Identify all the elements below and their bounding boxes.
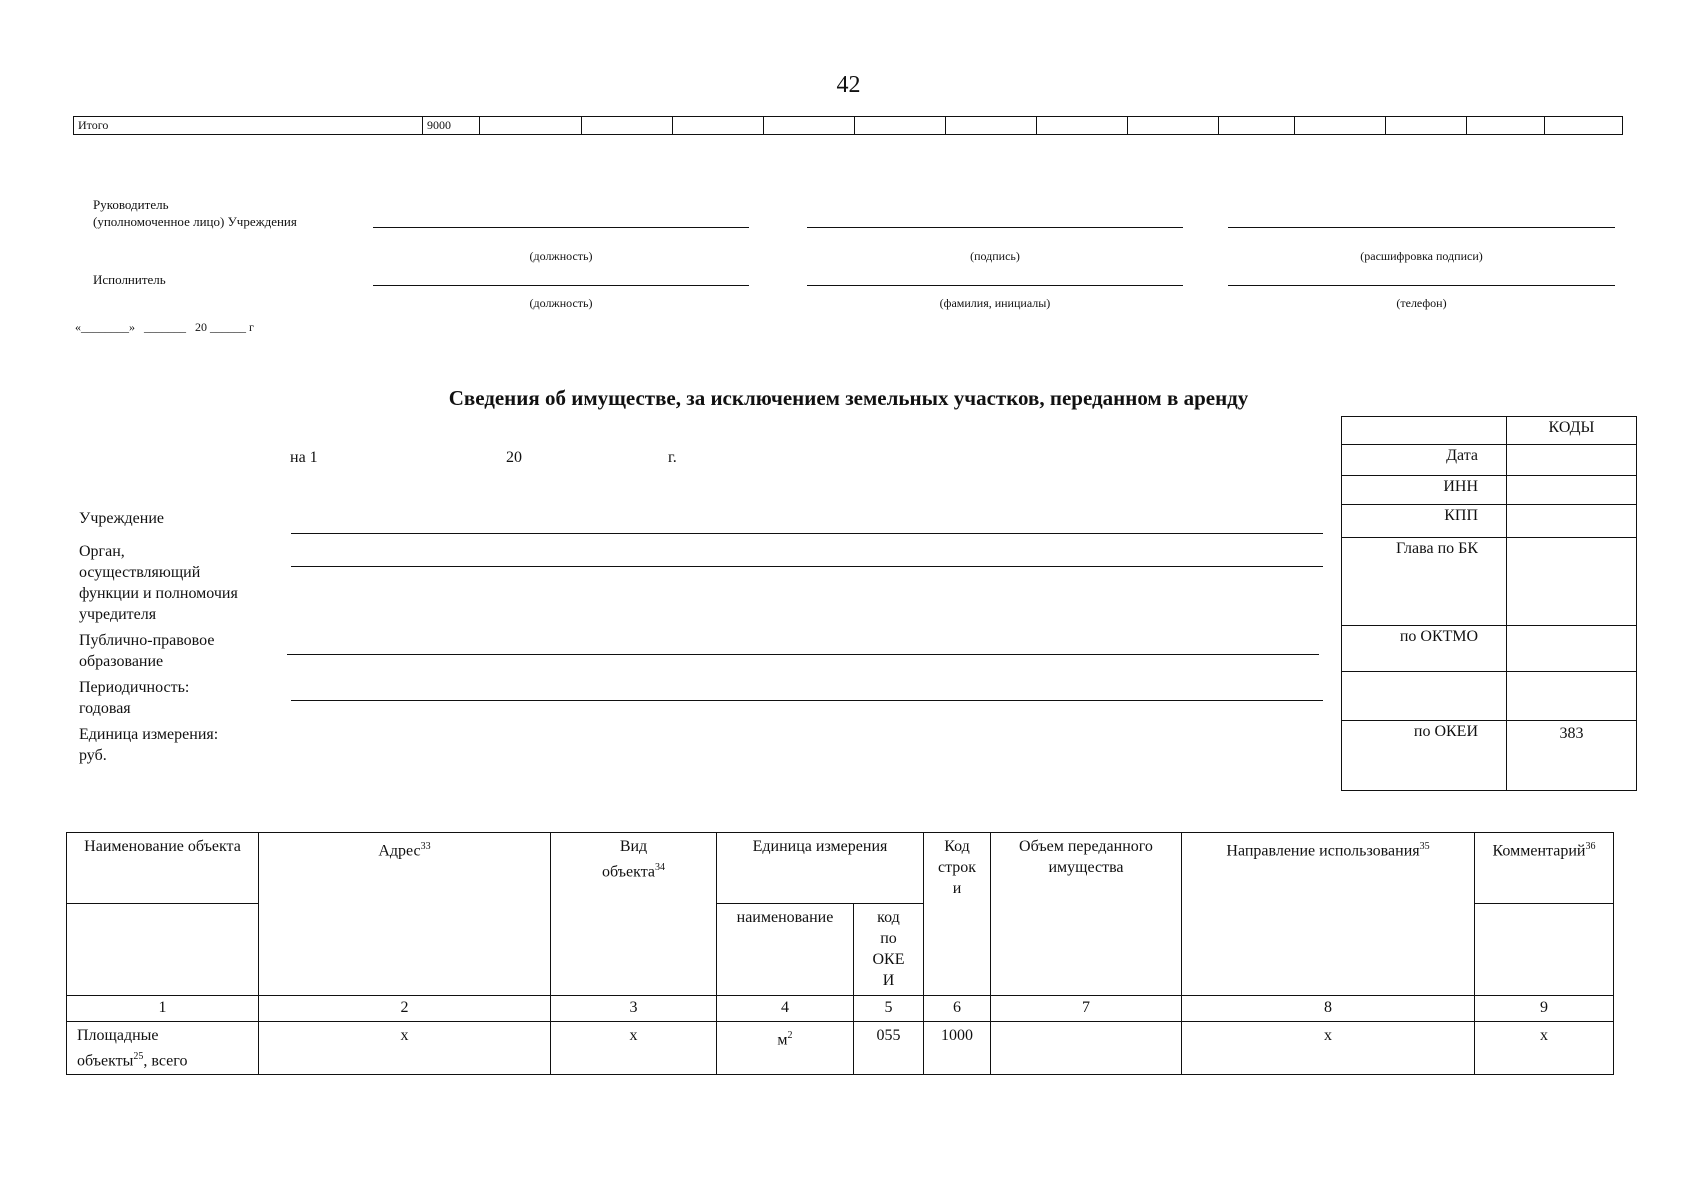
cell-name-1: Площадные bbox=[77, 1027, 159, 1044]
caption-position: (должность) bbox=[529, 249, 593, 263]
unit-label bbox=[79, 724, 218, 766]
cell-unit-name bbox=[717, 1022, 854, 1075]
page-number: 42 bbox=[836, 72, 861, 98]
header-line-3: и bbox=[952, 880, 962, 897]
executor-fio-line[interactable] bbox=[807, 285, 1183, 286]
ppo-label-1: Публично-правовое bbox=[79, 632, 215, 649]
itogo-label: Итого bbox=[74, 117, 423, 135]
itogo-cell bbox=[764, 117, 855, 135]
header-unit-code-4: И bbox=[882, 972, 895, 989]
organ-label-4: учредителя bbox=[79, 606, 157, 623]
header-name-sub bbox=[67, 904, 259, 996]
organ-label-1: Орган, bbox=[79, 543, 125, 560]
ppo-label-2: образование bbox=[79, 653, 164, 670]
cell-unit-text: м bbox=[777, 1031, 788, 1049]
decode-line[interactable] bbox=[1228, 227, 1615, 228]
cell-unit-code: 055 bbox=[853, 1022, 923, 1075]
header-address-text: Адрес bbox=[378, 842, 421, 860]
itogo-cell bbox=[1219, 117, 1295, 135]
codes-glava-label: Глава по БК bbox=[1342, 538, 1507, 626]
form-title: Сведения об имуществе, за исключением земельных участков, переданном в аренду bbox=[448, 386, 1249, 410]
codes-kpp-label: КПП bbox=[1342, 505, 1507, 538]
header-unit-code-1: код bbox=[877, 909, 900, 926]
header-comment-text: Комментарий bbox=[1492, 842, 1586, 860]
head-label-1: Руководитель bbox=[93, 197, 169, 212]
executor-position-line[interactable] bbox=[373, 285, 749, 286]
date-g: г. bbox=[668, 449, 677, 466]
col-num-2: 2 bbox=[259, 996, 551, 1022]
header-direction-sup: 35 bbox=[1419, 841, 1430, 852]
codes-inn-label: ИНН bbox=[1342, 476, 1507, 505]
codes-table bbox=[1341, 416, 1637, 791]
itogo-cell bbox=[1386, 117, 1467, 135]
header-direction-text: Направление использования bbox=[1226, 842, 1420, 860]
codes-date-label: Дата bbox=[1342, 445, 1507, 476]
header-line-2: строк bbox=[937, 859, 977, 876]
codes-okei-label: по ОКЕИ bbox=[1342, 721, 1507, 791]
codes-empty-value[interactable] bbox=[1507, 672, 1637, 721]
cell-name-sup: 25 bbox=[133, 1051, 144, 1062]
date-line[interactable]: «________» _______ 20 ______ г bbox=[75, 320, 254, 334]
cell-type: х bbox=[551, 1022, 717, 1075]
itogo-cell bbox=[480, 117, 582, 135]
header-address bbox=[259, 833, 551, 996]
col-num-7: 7 bbox=[991, 996, 1182, 1022]
cell-name bbox=[67, 1022, 259, 1075]
codes-date-value[interactable] bbox=[1507, 445, 1637, 476]
signature-line[interactable] bbox=[807, 227, 1183, 228]
property-table bbox=[66, 832, 1614, 1075]
codes-glava-value[interactable] bbox=[1507, 538, 1637, 626]
ppo-label bbox=[79, 630, 214, 672]
cell-address: х bbox=[259, 1022, 551, 1075]
caption-phone: (телефон) bbox=[1396, 296, 1447, 310]
header-unit-name: наименование bbox=[717, 904, 854, 996]
itogo-cell bbox=[1467, 117, 1545, 135]
caption-fio: (фамилия, инициалы) bbox=[939, 296, 1051, 310]
cell-volume[interactable] bbox=[991, 1022, 1182, 1075]
caption-decode: (расшифровка подписи) bbox=[1360, 249, 1483, 263]
itogo-cell bbox=[855, 117, 946, 135]
position-line[interactable] bbox=[373, 227, 749, 228]
itogo-cell bbox=[1037, 117, 1128, 135]
period-line[interactable] bbox=[291, 700, 1323, 701]
header-direction bbox=[1182, 833, 1475, 996]
ppo-line[interactable] bbox=[287, 654, 1319, 655]
cell-name-2: объекты bbox=[77, 1052, 134, 1070]
cell-name-3: , всего bbox=[143, 1052, 188, 1070]
col-num-6: 6 bbox=[924, 996, 991, 1022]
header-volume-2: имущества bbox=[1048, 859, 1124, 876]
codes-kpp-value[interactable] bbox=[1507, 505, 1637, 538]
organ-line[interactable] bbox=[291, 566, 1323, 567]
itogo-code: 9000 bbox=[423, 117, 480, 135]
codes-oktmo-value[interactable] bbox=[1507, 626, 1637, 672]
codes-inn-value[interactable] bbox=[1507, 476, 1637, 505]
header-unit-code-2: по bbox=[880, 930, 897, 947]
codes-okei-value: 383 bbox=[1507, 721, 1637, 791]
itogo-cell bbox=[673, 117, 764, 135]
caption-position-2: (должность) bbox=[529, 296, 593, 310]
header-type-2: объекта bbox=[602, 863, 655, 881]
codes-empty-label bbox=[1342, 672, 1507, 721]
institution-line[interactable] bbox=[291, 533, 1323, 534]
unit-label-1: Единица измерения: bbox=[79, 726, 219, 743]
head-label-2: (уполномоченное лицо) Учреждения bbox=[93, 214, 297, 229]
col-num-1: 1 bbox=[67, 996, 259, 1022]
period-label-1: Периодичность: bbox=[79, 679, 190, 696]
header-comment bbox=[1475, 833, 1614, 904]
cell-unit-sup: 2 bbox=[787, 1030, 793, 1041]
period-label-2: годовая bbox=[79, 700, 131, 717]
institution-label: Учреждение bbox=[79, 510, 164, 527]
col-num-3: 3 bbox=[551, 996, 717, 1022]
caption-signature: (подпись) bbox=[970, 249, 1020, 263]
cell-line-code: 1000 bbox=[924, 1022, 991, 1075]
header-type-sup: 34 bbox=[654, 862, 665, 873]
itogo-cell bbox=[946, 117, 1037, 135]
header-address-sup: 33 bbox=[420, 841, 431, 852]
organ-label bbox=[79, 541, 238, 625]
header-type-1: Вид bbox=[619, 838, 648, 855]
table-row bbox=[67, 1022, 1614, 1075]
header-line-1: Код bbox=[944, 838, 970, 855]
cell-comment: х bbox=[1475, 1022, 1614, 1075]
col-num-4: 4 bbox=[717, 996, 854, 1022]
codes-corner bbox=[1342, 417, 1507, 445]
itogo-row bbox=[73, 116, 1623, 135]
header-unit-code-3: ОКЕ bbox=[872, 951, 905, 968]
codes-header: КОДЫ bbox=[1507, 417, 1637, 445]
header-line-code bbox=[924, 833, 991, 996]
header-name: Наименование объекта bbox=[67, 833, 259, 904]
itogo-cell bbox=[1128, 117, 1219, 135]
header-comment-sup: 36 bbox=[1585, 841, 1596, 852]
organ-label-3: функции и полномочия bbox=[79, 585, 238, 602]
cell-direction: х bbox=[1182, 1022, 1475, 1075]
header-volume-1: Объем переданного bbox=[1019, 838, 1153, 855]
header-comment-sub bbox=[1475, 904, 1614, 996]
date-na: на 1 bbox=[290, 449, 318, 466]
itogo-cell bbox=[1545, 117, 1623, 135]
organ-label-2: осуществляющий bbox=[79, 564, 201, 581]
header-unit: Единица измерения bbox=[717, 833, 924, 904]
header-type bbox=[551, 833, 717, 996]
header-unit-code bbox=[853, 904, 923, 996]
col-num-5: 5 bbox=[853, 996, 923, 1022]
date-year: 20 bbox=[506, 449, 522, 466]
col-num-9: 9 bbox=[1475, 996, 1614, 1022]
period-label bbox=[79, 677, 189, 719]
unit-label-2: руб. bbox=[79, 747, 107, 764]
itogo-cell bbox=[582, 117, 673, 135]
codes-oktmo-label: по ОКТМО bbox=[1342, 626, 1507, 672]
executor-label: Исполнитель bbox=[93, 272, 166, 287]
header-volume bbox=[991, 833, 1182, 996]
col-num-8: 8 bbox=[1182, 996, 1475, 1022]
executor-phone-line[interactable] bbox=[1228, 285, 1615, 286]
itogo-cell bbox=[1295, 117, 1386, 135]
